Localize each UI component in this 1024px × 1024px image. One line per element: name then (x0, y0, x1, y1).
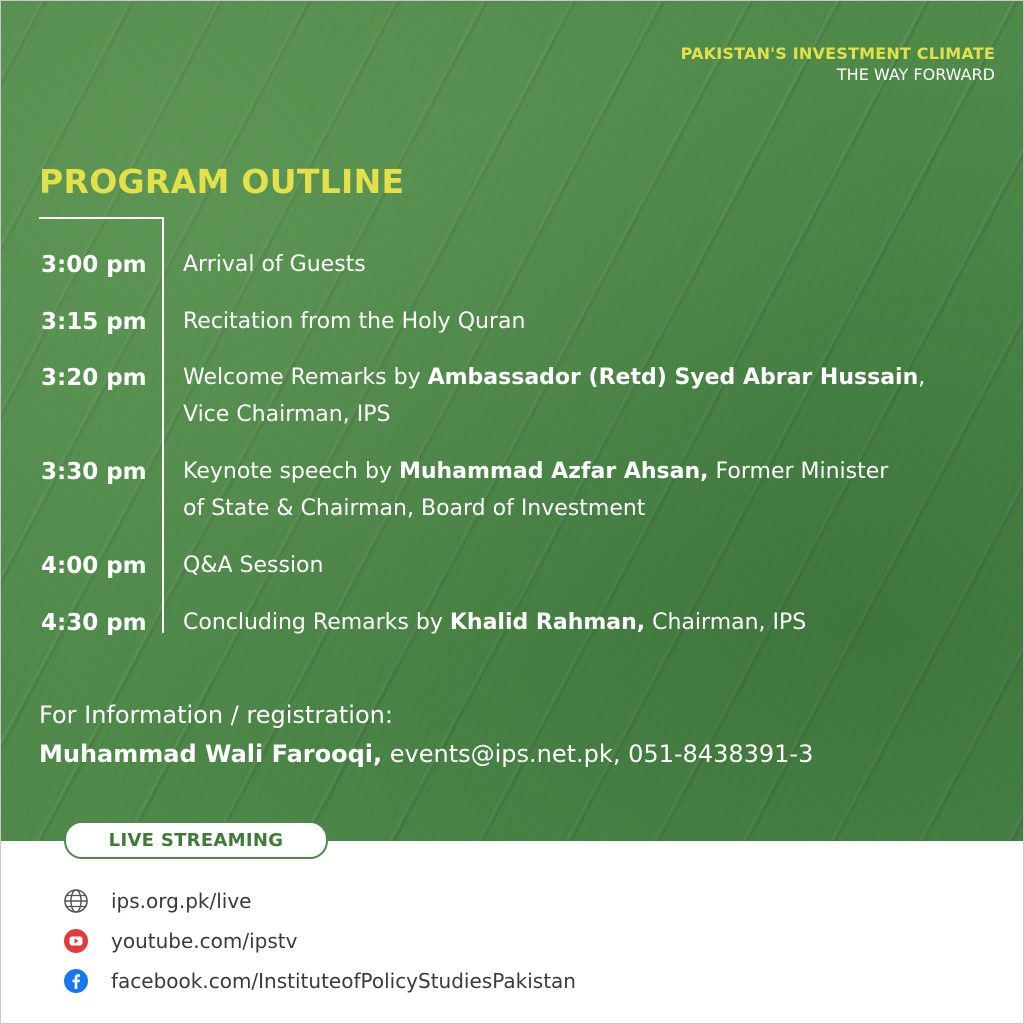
timeline-divider (162, 217, 164, 633)
desc-text: Keynote speech by (183, 459, 399, 484)
live-streaming-badge: LIVE STREAMING (64, 821, 328, 859)
event-header (681, 43, 995, 85)
desc-text: Concluding Remarks by (183, 610, 450, 635)
streaming-link-facebook[interactable] (63, 961, 576, 1001)
desc-text: , (918, 365, 926, 390)
event-title: PAKISTAN'S INVESTMENT CLIMATE (680, 44, 995, 63)
desc-second-line: Vice Chairman, IPS (183, 402, 391, 427)
program-time: 3:20 pm (41, 365, 147, 391)
program-description (183, 359, 1003, 433)
program-time: 3:00 pm (41, 252, 147, 278)
desc-text: Welcome Remarks by (183, 365, 428, 390)
program-description (183, 246, 1003, 283)
desc-text: Arrival of Guests (183, 252, 366, 277)
event-subtitle: THE WAY FORWARD (836, 65, 995, 84)
streaming-link-website[interactable] (63, 881, 576, 921)
desc-text: Recitation from the Holy Quran (183, 309, 526, 334)
desc-second-line: of State & Chairman, Board of Investment (183, 496, 646, 521)
streaming-link-text[interactable]: ips.org.pk/live (111, 889, 252, 913)
speaker-name: Muhammad Azfar Ahsan, (398, 459, 709, 484)
program-time: 3:30 pm (41, 459, 147, 485)
program-description (183, 453, 1003, 527)
contact-line (39, 735, 813, 774)
contact-name: Muhammad Wali Farooqi, (39, 740, 383, 768)
globe-icon (63, 888, 89, 914)
info-label: For Information / registration: (39, 701, 393, 729)
program-time: 4:00 pm (41, 553, 147, 579)
streaming-link-text[interactable]: facebook.com/InstituteofPolicyStudiesPakistan (111, 969, 576, 993)
program-time: 3:15 pm (41, 309, 147, 335)
desc-text: Chairman, IPS (645, 610, 807, 635)
title-underline (39, 217, 164, 219)
program-description (183, 547, 1003, 584)
streaming-links (63, 881, 576, 1001)
streaming-link-youtube[interactable] (63, 921, 576, 961)
registration-info (39, 696, 813, 774)
streaming-link-text[interactable]: youtube.com/ipstv (111, 929, 298, 953)
desc-text: Q&A Session (183, 553, 324, 578)
youtube-icon (63, 928, 89, 954)
speaker-name: Khalid Rahman, (449, 610, 646, 635)
contact-details: events@ips.net.pk, 051-8438391-3 (382, 740, 814, 768)
program-description (183, 604, 1003, 641)
program-description (183, 303, 1003, 340)
facebook-icon (63, 968, 89, 994)
program-time: 4:30 pm (41, 610, 147, 636)
speaker-name: Ambassador (Retd) Syed Abrar Hussain (427, 365, 919, 390)
program-title: PROGRAM OUTLINE (39, 162, 405, 201)
desc-text: Former Minister (708, 459, 889, 484)
